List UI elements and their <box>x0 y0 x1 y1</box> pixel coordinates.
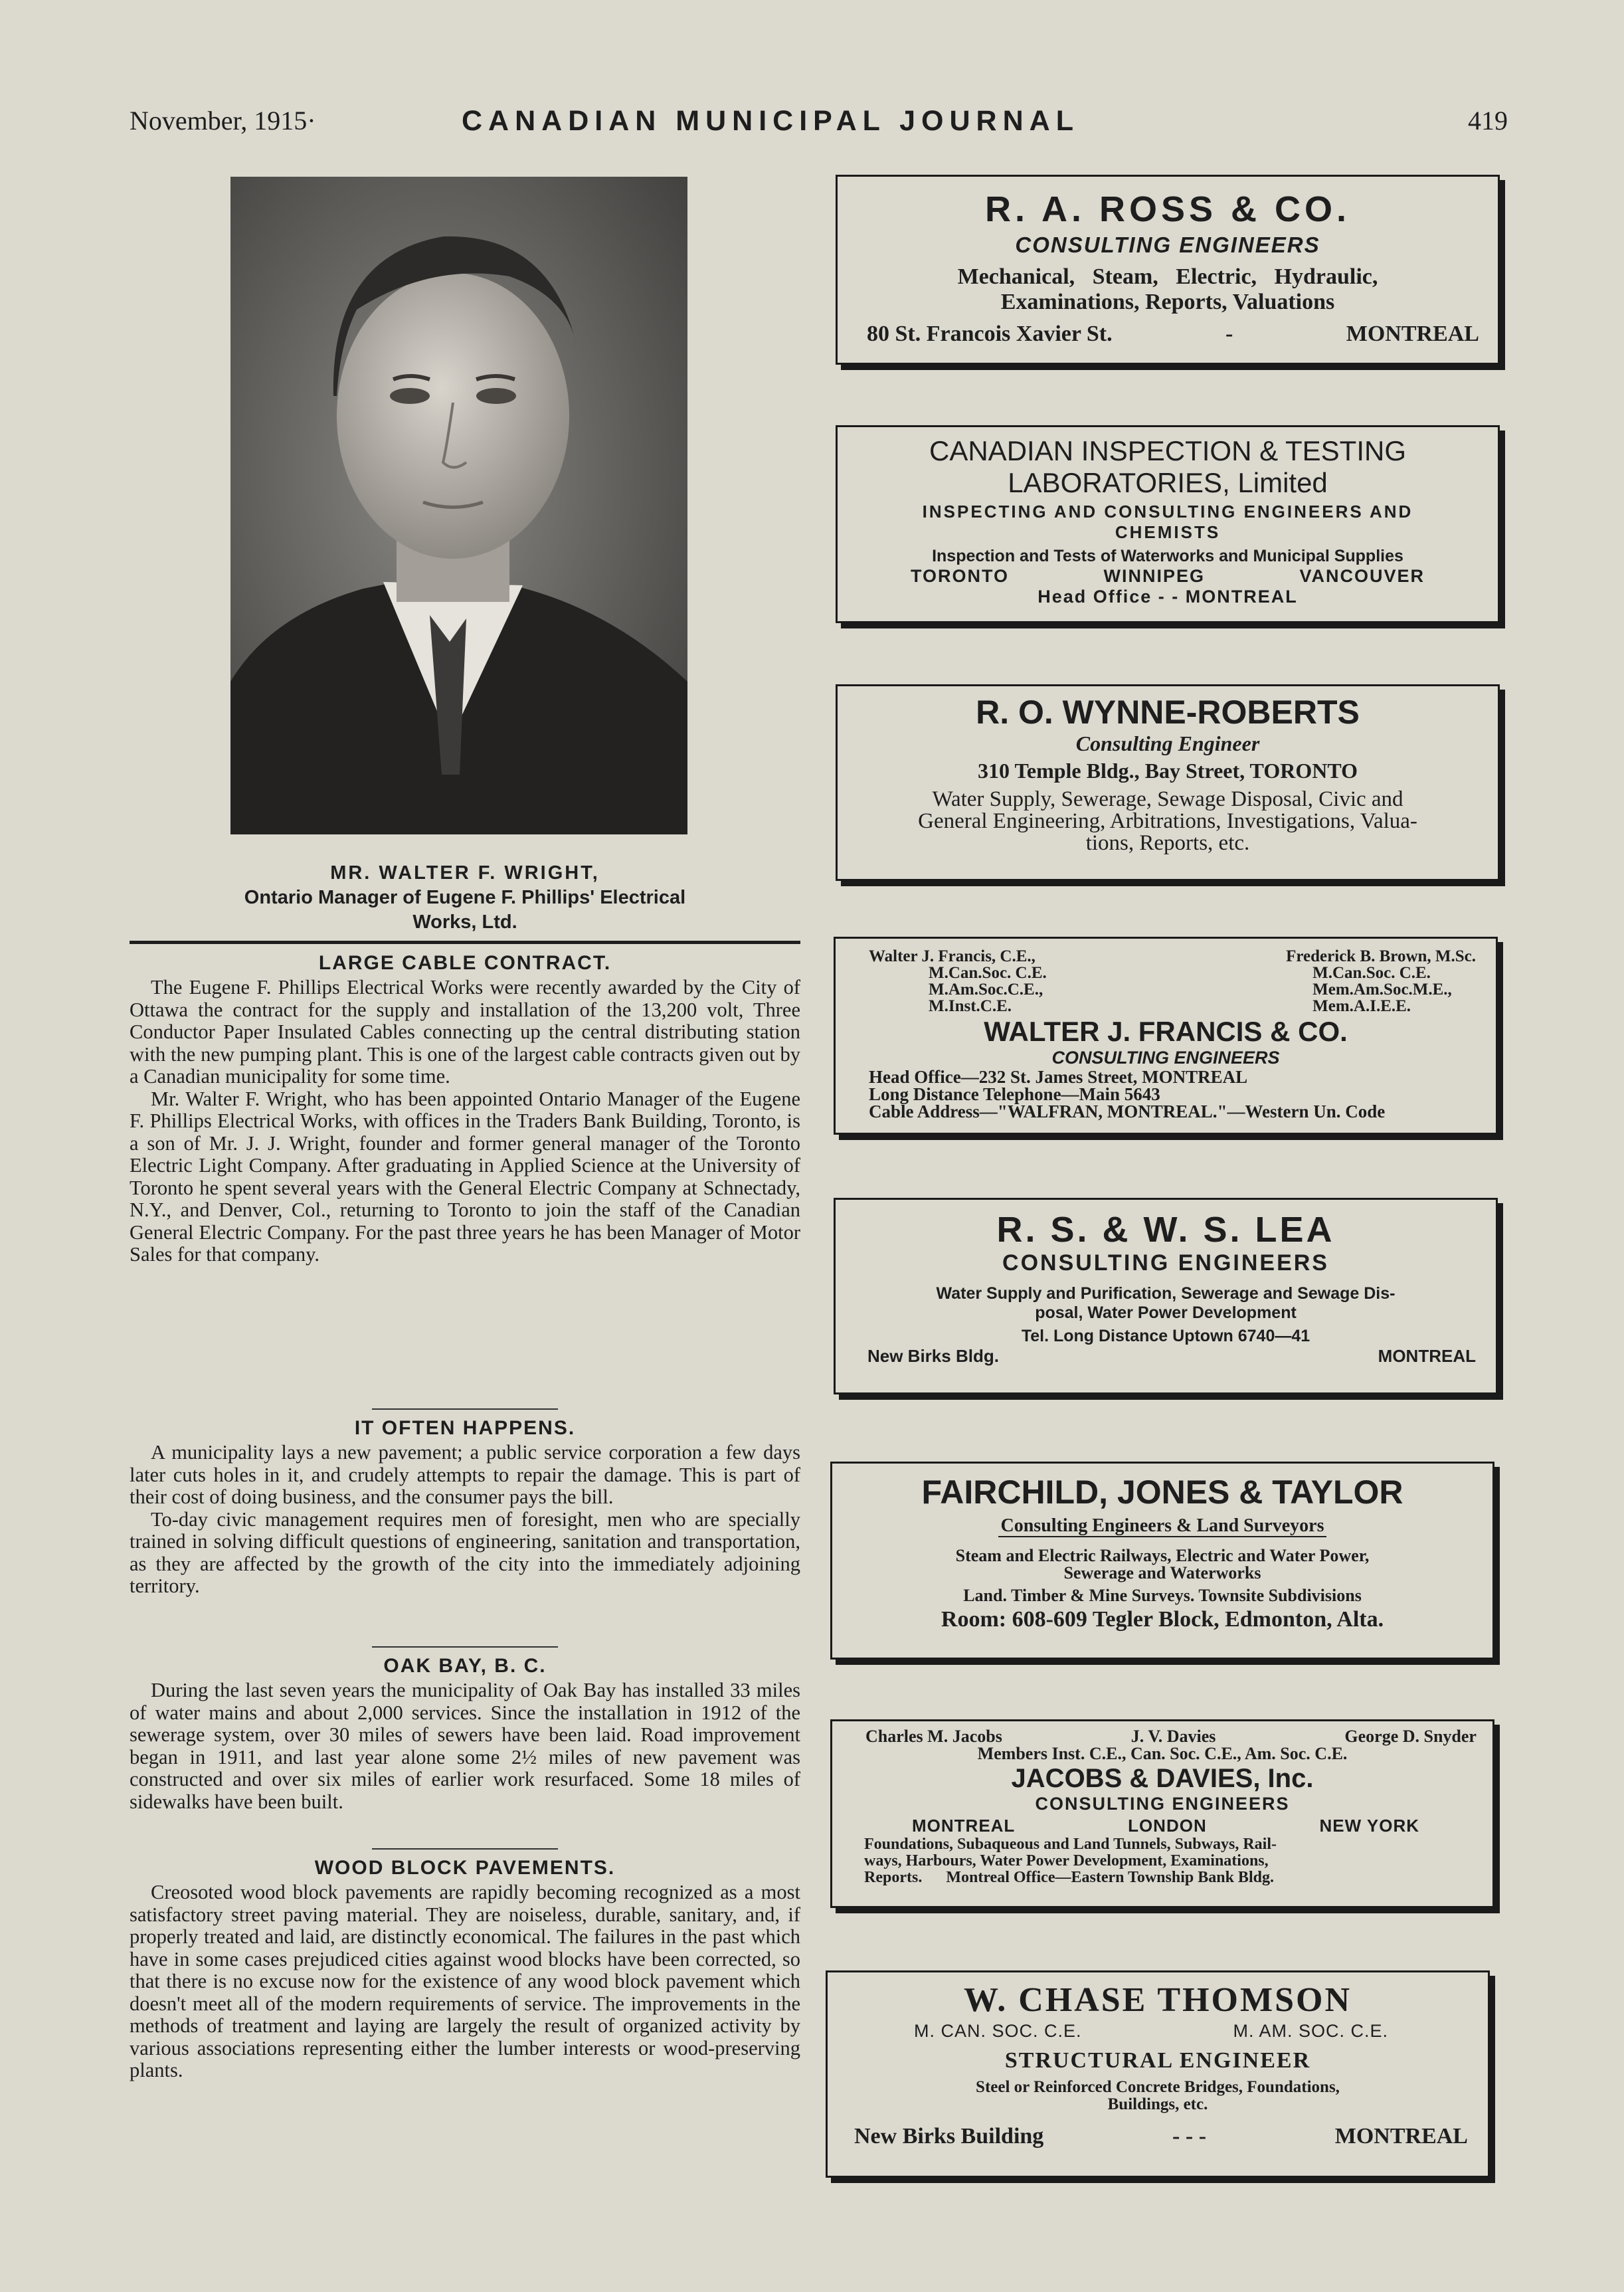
ad-company-name: R. S. & W. S. LEA <box>996 1210 1335 1250</box>
ad-line: Sewerage and Waterworks <box>1063 1563 1261 1582</box>
article-heading: LARGE CABLE CONTRACT. <box>318 952 612 974</box>
partner-name: George D. Snyder <box>1344 1727 1477 1746</box>
partner-line: M.Can.Soc. C.E. <box>1312 964 1431 982</box>
ad-chase-thomson <box>826 1970 1490 2178</box>
partner-line: Frederick B. Brown, M.Sc. <box>1286 947 1476 965</box>
partner-line: Mem.A.I.E.E. <box>1312 997 1411 1015</box>
ad-company-name: LABORATORIES, Limited <box>1008 467 1328 498</box>
ad-city: NEW YORK <box>1319 1816 1419 1836</box>
ad-subtitle: Consulting Engineers & Land Surveyors <box>998 1515 1327 1537</box>
ad-address: New Birks Building <box>854 2124 1044 2149</box>
ad-line: Tel. Long Distance Uptown 6740—41 <box>1021 1327 1310 1345</box>
article-large-cable-contract <box>130 950 800 1266</box>
article-paragraph: Mr. Walter F. Wright, who has been appointed Ontario Manager of the Eugene F. Phillips Electrical Works, with offices in the Traders Bank Building, Toronto, is a son of Mr. J. J. Wright, founder and former general manager of the Toronto Electric Light Company. After graduating in Applied Science at the University of Toronto he spent several years with the General Electric Company at Schnectady, N.Y., and Denver, Col., returning to Toronto to join the staff of the Canadian General Electric Company. For the past three years he has been Manager of Motor Sales for that company. <box>130 1087 800 1266</box>
ad-company-name: W. CHASE THOMSON <box>963 1981 1352 2019</box>
ad-subtitle: Consulting Engineer <box>1075 731 1260 755</box>
ad-company-name: R. A. ROSS & CO. <box>984 189 1351 229</box>
ad-line: Buildings, etc. <box>1107 2095 1208 2113</box>
ad-line: Head Office - - MONTREAL <box>1038 587 1298 607</box>
section-rule <box>372 1408 558 1410</box>
issue-date: November, 1915· <box>130 106 316 136</box>
page-header <box>130 105 1508 151</box>
ad-line: Water Supply and Purification, Sewerage and Sewage Dis- <box>936 1284 1396 1303</box>
ad-address-row <box>867 322 1479 347</box>
ad-cities-row <box>912 1816 1419 1836</box>
caption-name: MR. WALTER F. WRIGHT, <box>330 862 600 884</box>
ad-subtitle: CONSULTING ENGINEERS <box>1015 233 1320 257</box>
ad-line: Foundations, Subaqueous and Land Tunnels, Subways, Rail- <box>864 1836 1277 1853</box>
ad-ross <box>836 175 1500 365</box>
ad-walter-francis <box>834 937 1498 1135</box>
ad-city: MONTREAL <box>1334 2124 1468 2149</box>
section-rule <box>372 1848 558 1850</box>
photo-caption <box>130 861 800 935</box>
ad-cities-row <box>911 566 1425 587</box>
article-paragraph: During the last seven years the municipality of Oak Bay has installed 33 miles of water mains and about 2,000 services. Since the installation in 1912 of the sewerage system, over 30 miles of sewers have been laid. Road improvement began in 1911, and last year alone some 2½ miles of new pavement was constructed and over six miles of earlier work resurfaced. Some 18 miles of sidewalks have been built. <box>130 1679 800 1813</box>
ad-city: TORONTO <box>911 566 1010 586</box>
ad-line: CHEMISTS <box>1115 522 1221 542</box>
article-paragraph: A municipality lays a new pavement; a public service corporation a few days later cuts holes in it, and crudely attempts to repair the damage. This is part of their cost of doing business, and the consumer pays the bill. <box>130 1441 800 1508</box>
partner-right <box>1286 948 1476 1014</box>
article-heading: OAK BAY, B. C. <box>383 1655 547 1677</box>
partner-line: M.Can.Soc. C.E. <box>929 964 1047 982</box>
ad-line: tions, Reports, etc. <box>1085 831 1250 855</box>
ad-line: Steam and Electric Railways, Electric and Water Power, <box>955 1546 1370 1565</box>
ad-company-name: JACOBS & DAVIES, Inc. <box>1011 1764 1314 1793</box>
partner-name: Charles M. Jacobs <box>865 1727 1002 1746</box>
ad-subtitle: STRUCTURAL ENGINEER <box>1004 2048 1311 2073</box>
page-number: 419 <box>1468 106 1508 136</box>
ad-address-row <box>867 1346 1476 1367</box>
ad-line: Water Supply, Sewerage, Sewage Disposal, Civic and <box>932 787 1403 811</box>
article-oak-bay <box>130 1646 800 1813</box>
ad-subtitle: CONSULTING ENGINEERS <box>1051 1048 1280 1068</box>
ad-line: Mechanical, Steam, Electric, Hydraulic, <box>957 264 1378 289</box>
ad-partners-row <box>869 948 1476 1014</box>
article-heading: IT OFTEN HAPPENS. <box>354 1417 576 1439</box>
ad-subtitle-wrap <box>832 1515 1492 1537</box>
article-it-often-happens <box>130 1408 800 1598</box>
ad-address: New Birks Bldg. <box>867 1346 999 1366</box>
ad-line: INSPECTING AND CONSULTING ENGINEERS AND <box>922 502 1413 522</box>
ad-line: Examinations, Reports, Valuations <box>1000 290 1335 314</box>
article-wood-block-pavements <box>130 1848 800 2082</box>
ad-wynne-roberts <box>836 684 1500 881</box>
ad-company-name: R. O. WYNNE-ROBERTS <box>976 694 1360 731</box>
ad-fairchild-jones-taylor <box>830 1462 1494 1660</box>
ad-jacobs-davies <box>830 1719 1494 1908</box>
ad-line: ways, Harbours, Water Power Development, Examinations, <box>864 1852 1269 1869</box>
article-heading: WOOD BLOCK PAVEMENTS. <box>314 1857 616 1879</box>
partner-line: Walter J. Francis, C.E., <box>869 947 1036 965</box>
ad-line-part: Reports. <box>864 1869 923 1886</box>
partner-line: M.Inst.C.E. <box>929 997 1012 1015</box>
ad-city: LONDON <box>1128 1816 1207 1836</box>
ad-line: General Engineering, Arbitrations, Investigations, Valua- <box>918 809 1417 833</box>
caption-line: Ontario Manager of Eugene F. Phillips' Electrical <box>244 887 686 908</box>
ad-line: Inspection and Tests of Waterworks and Municipal Supplies <box>932 547 1403 565</box>
partner-name: J. V. Davies <box>1130 1727 1216 1746</box>
ad-city: WINNIPEG <box>1103 566 1205 586</box>
ad-address: 80 St. Francois Xavier St. <box>867 322 1113 346</box>
ad-company-name: CANADIAN INSPECTION & TESTING <box>929 435 1406 466</box>
ad-address-row <box>854 2124 1468 2149</box>
ad-dash: - - - <box>1172 2124 1207 2149</box>
partner-line: Mem.Am.Soc.M.E., <box>1312 981 1452 999</box>
ad-city: MONTREAL <box>1346 322 1479 346</box>
ad-partners-row <box>865 1728 1477 1745</box>
ad-line: posal, Water Power Development <box>1035 1303 1297 1322</box>
ad-line: Long Distance Telephone—Main 5643 <box>869 1084 1160 1104</box>
ad-line: Members Inst. C.E., Can. Soc. C.E., Am. Soc. C.E. <box>977 1744 1348 1763</box>
membership: M. CAN. SOC. C.E. <box>914 2021 1082 2041</box>
ad-city: MONTREAL <box>912 1816 1016 1836</box>
ad-lea <box>834 1198 1498 1394</box>
ad-line: Cable Address—"WALFRAN, MONTREAL."—Western Un. Code <box>869 1101 1386 1121</box>
ad-line: Land. Timber & Mine Surveys. Townsite Subdivisions <box>963 1586 1362 1605</box>
ad-subtitle: CONSULTING ENGINEERS <box>1002 1250 1329 1276</box>
journal-title: CANADIAN MUNICIPAL JOURNAL <box>462 105 1079 137</box>
ad-address: 310 Temple Bldg., Bay Street, TORONTO <box>978 759 1358 783</box>
ad-subtitle: CONSULTING ENGINEERS <box>1035 1794 1290 1814</box>
ad-city: MONTREAL <box>1378 1346 1476 1366</box>
ad-canadian-inspection <box>836 425 1500 623</box>
portrait-photo <box>230 177 687 834</box>
article-paragraph: To-day civic management requires men of foresight, men who are specially trained in solving difficult questions of engineering, sanitation and transportation, as they are affected by the growth of the city into the immediately adjoining territory. <box>130 1507 800 1597</box>
ad-line-part: Montreal Office—Eastern Township Bank Bldg. <box>946 1869 1274 1886</box>
partner-left <box>869 948 1047 1014</box>
partner-line: M.Am.Soc.C.E., <box>929 981 1043 999</box>
ad-line <box>864 1869 1492 1886</box>
membership: M. AM. SOC. C.E. <box>1233 2021 1388 2041</box>
ad-company-name: WALTER J. FRANCIS & CO. <box>984 1016 1348 1047</box>
ad-line: Head Office—232 St. James Street, MONTREAL <box>869 1067 1248 1087</box>
caption-line: Works, Ltd. <box>412 911 517 933</box>
ad-line: Steel or Reinforced Concrete Bridges, Foundations, <box>976 2078 1340 2096</box>
ad-dash: - <box>1225 322 1233 346</box>
ad-address: Room: 608-609 Tegler Block, Edmonton, Alta. <box>941 1607 1384 1632</box>
article-paragraph: Creosoted wood block pavements are rapidly becoming recognized as a most satisfactory street paving material. They are noiseless, durable, sanitary, and, if properly treated and laid, are distinctly economical. The failures in the past which have in some cases prejudiced cities against wood blocks have been corrected, so that there is no excuse now for the existence of any wood block pavement which doesn't meet all of the modern requirements of service. The improvements in the methods of treatment and laying are largely the result of organized activity by various associations representing either the lumber interests or wood-preserving plants. <box>130 1881 800 2081</box>
ad-city: VANCOUVER <box>1299 566 1425 586</box>
section-rule <box>372 1646 558 1648</box>
ad-company-name: FAIRCHILD, JONES & TAYLOR <box>921 1474 1403 1511</box>
article-paragraph: The Eugene F. Phillips Electrical Works were recently awarded by the City of Ottawa the contract for the supply and installation of the 13,200 volt, Three Conductor Paper Insulated Cables connecting up the central distributing station with the new pumping plant. This is one of the largest cable contracts given out by a Canadian municipality for some time. <box>130 976 800 1088</box>
ad-memberships-row <box>914 2021 1388 2042</box>
column-rule <box>130 941 800 944</box>
